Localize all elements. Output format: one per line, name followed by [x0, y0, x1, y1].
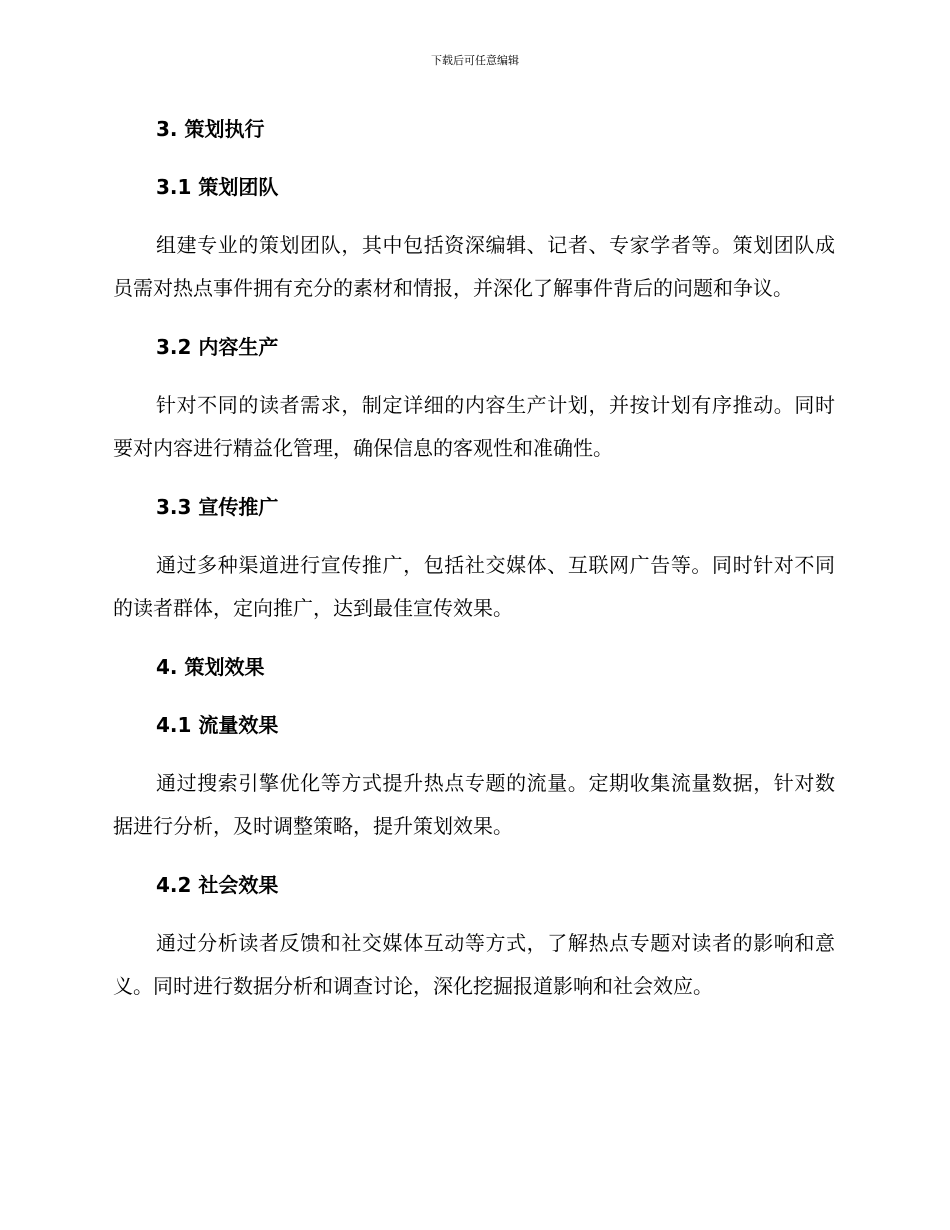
- document-body: [113, 108, 835, 1024]
- section-3-2-title: 3.2 内容生产: [156, 335, 279, 359]
- section-3-3-paragraph: 通过多种渠道进行宣传推广，包括社交媒体、互联网广告等。同时针对不同的读者群体，定向推广，达到最佳宣传效果。: [113, 553, 835, 620]
- section-4-2-title: 4.2 社会效果: [156, 873, 279, 897]
- section-4-1-paragraph: 通过搜索引擎优化等方式提升热点专题的流量。定期收集流量数据，针对数据进行分析，及时调整策略，提升策划效果。: [113, 771, 835, 838]
- section-3-1-title: 3.1 策划团队: [156, 175, 279, 199]
- page-header-note: 下载后可任意编辑: [431, 54, 519, 67]
- section-4-title: 4. 策划效果: [156, 655, 265, 679]
- section-3-title: 3. 策划执行: [156, 117, 265, 141]
- section-4-2-paragraph: 通过分析读者反馈和社交媒体互动等方式，了解热点专题对读者的影响和意义。同时进行数据分析和调查讨论，深化挖掘报道影响和社会效应。: [113, 931, 835, 998]
- section-3-3-title: 3.3 宣传推广: [156, 495, 279, 519]
- section-4-1-title: 4.1 流量效果: [156, 713, 279, 737]
- section-3-2-paragraph: 针对不同的读者需求，制定详细的内容生产计划，并按计划有序推动。同时要对内容进行精益化管理，确保信息的客观性和准确性。: [113, 393, 835, 460]
- section-3-1-paragraph: 组建专业的策划团队，其中包括资深编辑、记者、专家学者等。策划团队成员需对热点事件拥有充分的素材和情报，并深化了解事件背后的问题和争议。: [113, 233, 835, 300]
